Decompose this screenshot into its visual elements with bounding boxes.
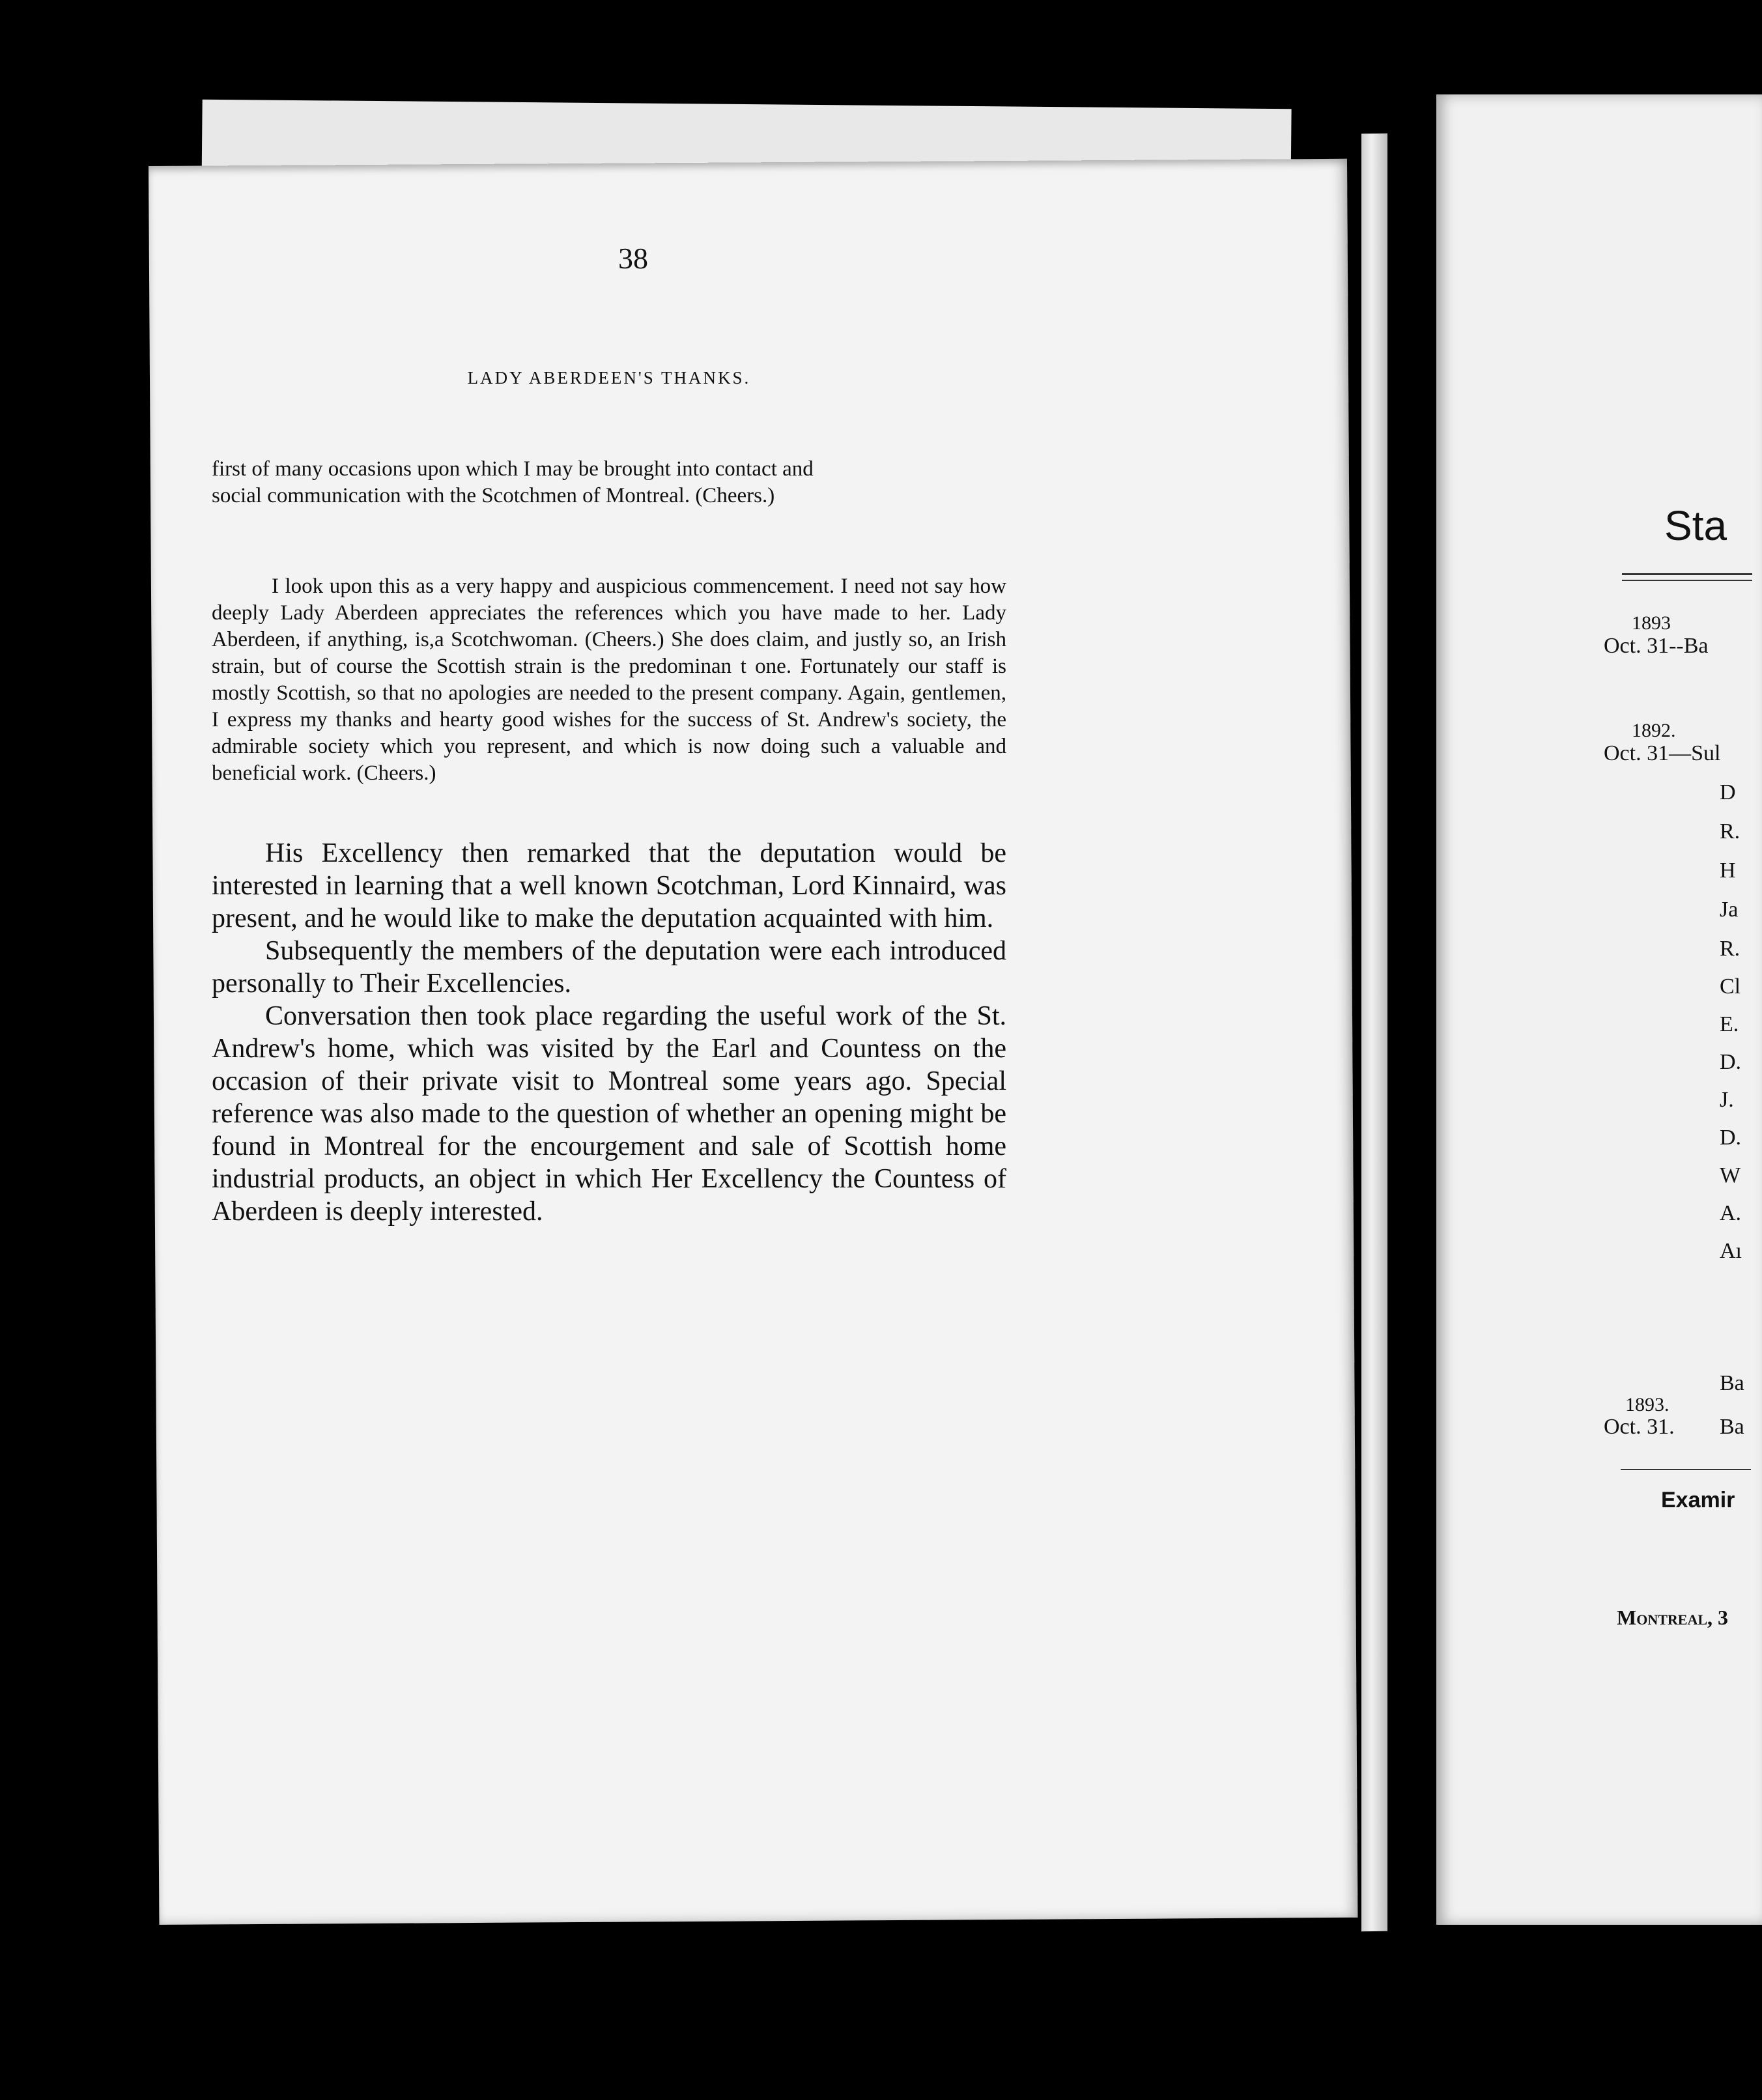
name-entry: A. bbox=[1720, 1201, 1742, 1225]
place-text: Montreal, bbox=[1617, 1606, 1718, 1629]
entry-year: 1892. bbox=[1632, 720, 1676, 741]
name-entry: D. bbox=[1720, 1050, 1742, 1074]
name-entry: E. bbox=[1720, 1012, 1739, 1036]
name-entry: Aı bbox=[1720, 1239, 1742, 1263]
body-text bbox=[212, 837, 1006, 1228]
thanks-paragraph: I look upon this as a very happy and auspicious commencement. I need not say how deeply Lady Aberdeen appreciates the references which you have made to her. Lady Aberdeen, if anything, is,a Scotchwoman. (Cheers.) She does claim, and justly so, an Irish strain, but of course the Scottish strain is the predominan t one. Fortunately our staff is mostly Scottish, so that no apologies are needed to the present company. Again, gentlemen, I express my thanks and hearty good wishes for the success of St. Andrew's society, the admirable society which you represent, and which is now doing such a valuable and beneficial work. (Cheers.) bbox=[212, 575, 1006, 785]
right-page bbox=[1436, 94, 1762, 1925]
intro-line: first of many occasions upon which I may be brought into contact and bbox=[212, 457, 814, 481]
body-paragraph: His Excellency then remarked that the deputation would be interested in learning that a well known Scotchman, Lord Kinnaird, was present, and he would like to make the deputation acquainted with him. bbox=[212, 838, 1006, 933]
title-rule bbox=[1622, 573, 1752, 575]
right-page-title: Sta bbox=[1664, 502, 1727, 549]
name-entry: Ja bbox=[1720, 898, 1739, 922]
footer-rule bbox=[1621, 1469, 1751, 1470]
thanks-block bbox=[212, 573, 1006, 787]
page-gutter bbox=[1361, 134, 1387, 1931]
balance-entry: Ba bbox=[1720, 1371, 1744, 1395]
examined-label: Examir bbox=[1661, 1488, 1735, 1512]
thanks-block bbox=[212, 399, 1006, 574]
body-paragraph: Conversation then took place regarding the useful work of the St. Andrew's home, which was visited by the Earl and Countess on the occasion of their private visit to Montreal some years ago. Special reference was also made to the question of whether an opening might be found in Montreal for the encourgement and sale of Scottish home industrial products, an object in which Her Excellency the Countess of Aberdeen is deeply interested. bbox=[212, 1001, 1006, 1227]
page-number: 38 bbox=[618, 242, 648, 275]
section-heading: LADY ABERDEEN'S THANKS. bbox=[467, 368, 751, 388]
entry-year: 1893 bbox=[1632, 612, 1671, 634]
name-entry: D bbox=[1720, 780, 1736, 804]
place-label bbox=[1617, 1606, 1728, 1630]
intro-line: social communication with the Scotchmen of Montreal. (Cheers.) bbox=[212, 484, 775, 507]
balance-entry: Ba bbox=[1720, 1415, 1744, 1439]
body-paragraph: Subsequently the members of the deputation were each introduced personally to Their Excellencies. bbox=[212, 936, 1006, 999]
name-entry: R. bbox=[1720, 819, 1741, 844]
name-entry: H bbox=[1720, 858, 1736, 883]
name-entry: J. bbox=[1720, 1088, 1734, 1112]
entry-line: Oct. 31—Sul bbox=[1604, 741, 1721, 765]
name-entry: Cl bbox=[1720, 974, 1741, 999]
name-entry: D. bbox=[1720, 1126, 1742, 1150]
balance-date: Oct. 31. bbox=[1604, 1415, 1675, 1439]
title-rule bbox=[1622, 580, 1752, 581]
entry-year: 1893. bbox=[1625, 1394, 1670, 1415]
place-cut: 3 bbox=[1718, 1606, 1728, 1629]
name-entry: R. bbox=[1720, 937, 1741, 961]
name-entry: W bbox=[1720, 1163, 1741, 1187]
entry-line: Oct. 31--Ba bbox=[1604, 634, 1709, 658]
